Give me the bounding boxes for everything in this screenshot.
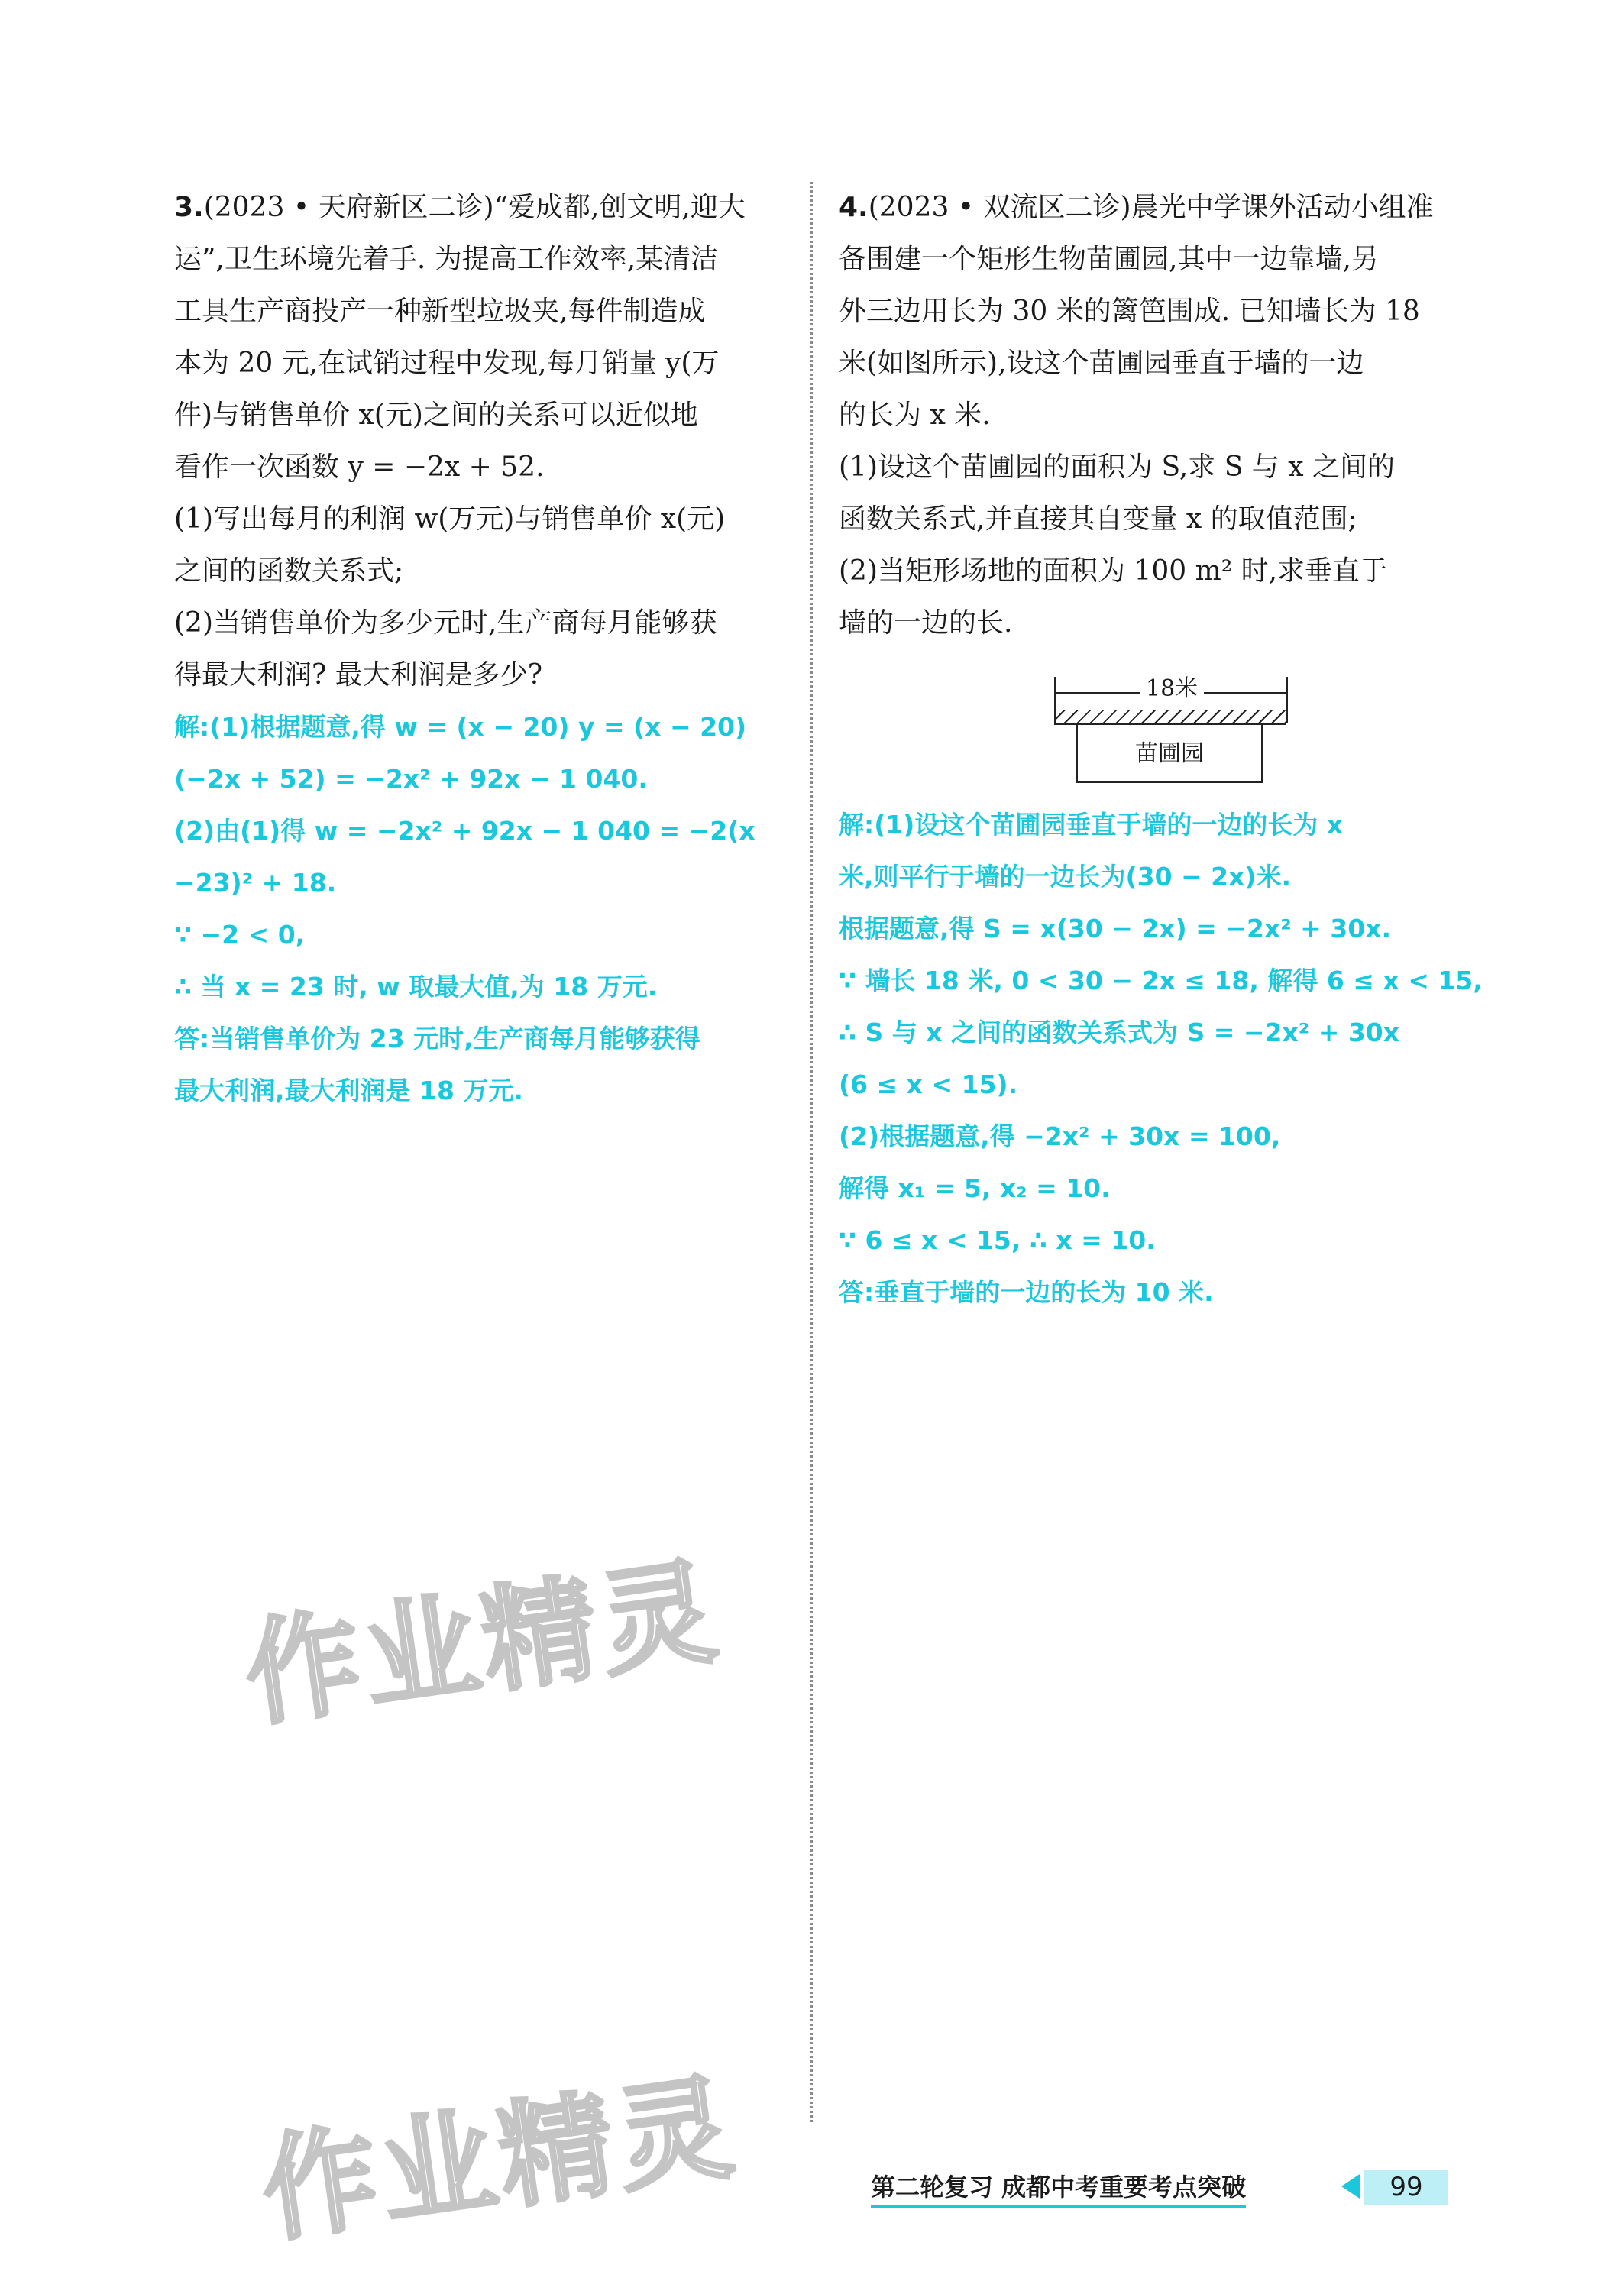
- footer-section-title: 第二轮复习 成都中考重要考点突破: [871, 2170, 1246, 2208]
- answer-3-line: 最大利润,最大利润是 18 万元.: [174, 1076, 523, 1105]
- question-4-line: (1)设这个苗圃园的面积为 S,求 S 与 x 之间的: [839, 451, 1395, 483]
- answer-3-line: ∴ 当 x = 23 时, w 取最大值,为 18 万元.: [174, 972, 658, 1001]
- answer-3-line: 答:当销售单价为 23 元时,生产商每月能够获得: [174, 1024, 700, 1053]
- answer-4-line: 米,则平行于墙的一边长为(30 − 2x)米.: [839, 862, 1292, 891]
- answer-4-line: 解得 x₁ = 5, x₂ = 10.: [839, 1173, 1111, 1203]
- garden-label: 苗圃园: [1135, 740, 1204, 767]
- question-3: [174, 182, 801, 1117]
- garden-rectangle: [1076, 725, 1263, 783]
- question-3-line: 件)与销售单价 x(元)之间的关系可以近似地: [174, 400, 698, 431]
- question-number: 4.: [839, 192, 869, 223]
- question-3-line: 工具生产商投产一种新型垃圾夹,每件制造成: [174, 296, 706, 327]
- question-4-line: 米(如图所示),设这个苗圃园垂直于墙的一边: [839, 348, 1364, 379]
- answer-4-line: (2)根据题意,得 −2x² + 30x = 100,: [839, 1121, 1281, 1151]
- answer-3-line: −23)² + 18.: [174, 868, 337, 898]
- wall-length-label: 18米: [1140, 674, 1204, 704]
- question-3-line: (2)当销售单价为多少元时,生产商每月能够获: [174, 607, 717, 639]
- watermark: 作业精灵: [237, 1545, 729, 1743]
- answer-4-line: ∴ S 与 x 之间的函数关系式为 S = −2x² + 30x: [839, 1018, 1400, 1047]
- question-3-line: (1)写出每月的利润 w(万元)与销售单价 x(元): [174, 503, 726, 535]
- question-number: 3.: [174, 192, 204, 223]
- question-3-line: 3.(2023 • 天府新区二诊)“爱成都,创文明,迎大: [174, 192, 746, 223]
- question-4-line: 外三边用长为 30 米的篱笆围成. 已知墙长为 18: [839, 296, 1420, 327]
- question-4-line: 函数关系式,并直接其自变量 x 的取值范围;: [839, 503, 1357, 535]
- question-4-line: 的长为 x 米.: [839, 400, 991, 431]
- answer-4-line: ∵ 墙长 18 米, 0 < 30 − 2x ≤ 18, 解得 6 ≤ x < 15,: [839, 966, 1483, 995]
- answer-4-line: 根据题意,得 S = x(30 − 2x) = −2x² + 30x.: [839, 914, 1392, 943]
- question-3-line: 之间的函数关系式;: [174, 555, 404, 587]
- garden-figure: [1045, 663, 1297, 785]
- answer-3-line: (−2x + 52) = −2x² + 92x − 1 040.: [174, 764, 648, 794]
- question-3-line: 得最大利润? 最大利润是多少?: [174, 659, 543, 691]
- watermark: 作业精灵: [254, 2060, 746, 2259]
- answer-3-line: 解:(1)根据题意,得 w = (x − 20) y = (x − 20): [174, 712, 747, 742]
- question-4-line: 墙的一边的长.: [839, 607, 1013, 639]
- question-4-line: (2)当矩形场地的面积为 100 m² 时,求垂直于: [839, 555, 1388, 587]
- answer-4-line: (6 ≤ x < 15).: [839, 1069, 1018, 1099]
- question-4: [839, 182, 1483, 1319]
- answer-4-line: 答:垂直于墙的一边的长为 10 米.: [839, 1277, 1214, 1307]
- triangle-left-icon: [1341, 2174, 1360, 2199]
- answer-3-line: ∵ −2 < 0,: [174, 920, 306, 950]
- answer-4-line: 解:(1)设这个苗圃园垂直于墙的一边的长为 x: [839, 810, 1344, 840]
- dimension-tick: [1286, 677, 1288, 723]
- answer-4-line: ∵ 6 ≤ x < 15, ∴ x = 10.: [839, 1225, 1156, 1255]
- question-3-line: 本为 20 元,在试销过程中发现,每月销量 y(万: [174, 348, 720, 379]
- question-4-line: 4.(2023 • 双流区二诊)晨光中学课外活动小组准: [839, 192, 1434, 223]
- column-divider: [810, 182, 813, 2122]
- answer-3-line: (2)由(1)得 w = −2x² + 92x − 1 040 = −2(x: [174, 816, 755, 846]
- question-4-line: 备围建一个矩形生物苗圃园,其中一边靠墙,另: [839, 244, 1379, 275]
- page-footer: [871, 2170, 1451, 2205]
- question-3-line: 运”,卫生环境先着手. 为提高工作效率,某清洁: [174, 244, 719, 275]
- page-number: 99: [1364, 2170, 1448, 2205]
- question-3-line: 看作一次函数 y = −2x + 52.: [174, 451, 545, 483]
- wall-hatch: [1054, 710, 1286, 725]
